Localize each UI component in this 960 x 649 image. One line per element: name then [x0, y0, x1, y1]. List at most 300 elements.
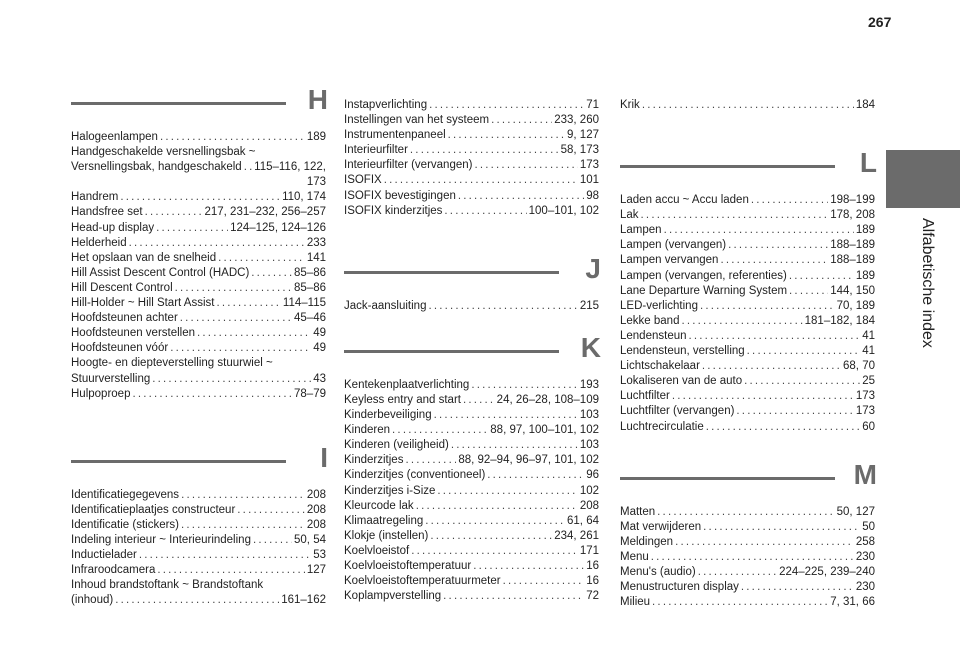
leader-dots	[698, 565, 777, 580]
index-entry	[620, 520, 875, 535]
index-entry	[620, 404, 875, 419]
leader-dots	[458, 189, 584, 204]
entry-pages: 25	[862, 375, 875, 388]
leader-dots	[642, 98, 854, 113]
entry-term: Identificatieplaatjes constructeur	[71, 503, 236, 516]
index-entry	[620, 253, 875, 268]
leader-dots	[451, 438, 578, 453]
index-entry	[71, 563, 326, 578]
leader-dots	[416, 499, 578, 514]
entry-term: Inductielader	[71, 549, 137, 562]
index-entry	[344, 189, 599, 204]
index-entry	[71, 341, 326, 356]
entry-pages: 88, 97, 100–101, 102	[490, 424, 599, 437]
section-divider	[344, 350, 559, 353]
index-entry	[344, 98, 599, 113]
leader-dots	[429, 98, 584, 113]
entry-term: Interieurfilter (vervangen)	[344, 159, 473, 172]
index-entry	[620, 505, 875, 520]
index-entry	[71, 221, 326, 236]
index-entry	[71, 387, 326, 402]
page-number: 267	[868, 14, 892, 30]
entry-term: Instrumentenpaneel	[344, 129, 446, 142]
section-divider	[71, 460, 286, 463]
entry-pages: 208	[306, 503, 326, 516]
index-entry	[344, 378, 599, 393]
index-entry	[620, 389, 875, 404]
entry-term: Kinderbeveiliging	[344, 409, 432, 422]
leader-dots	[641, 208, 829, 223]
entry-term: Hill-Holder ~ Hill Start Assist	[71, 297, 215, 310]
entry-term: Handgeschakelde versnellingsbak ~	[71, 146, 256, 159]
leader-dots	[657, 505, 834, 520]
entry-pages: 61, 64	[567, 514, 599, 527]
entry-pages: 41	[862, 345, 875, 358]
index-entry	[620, 284, 875, 299]
index-entry	[620, 344, 875, 359]
index-column-1	[71, 84, 328, 608]
entry-term: Jack-aansluiting	[344, 299, 427, 312]
entry-term: Lendensteun, verstelling	[620, 345, 745, 358]
section-divider	[620, 165, 835, 168]
entry-term: Lekke band	[620, 314, 680, 327]
index-entry	[71, 548, 326, 563]
section-letter: I	[320, 441, 328, 473]
leader-dots	[410, 143, 559, 158]
index-entry	[71, 533, 326, 548]
entry-term: Handsfree set	[71, 206, 143, 219]
leader-dots	[443, 589, 584, 604]
entry-pages: 141	[306, 251, 326, 264]
entry-term: Luchtrecirculatie	[620, 420, 704, 433]
leader-dots	[741, 580, 854, 595]
index-entry	[344, 204, 599, 219]
index-entry	[344, 128, 599, 143]
leader-dots	[491, 113, 552, 128]
entry-term: Koelvloeistof	[344, 544, 410, 557]
index-entry	[344, 499, 599, 514]
entry-pages: 24, 26–28, 108–109	[496, 393, 599, 406]
entry-pages: 173	[579, 159, 599, 172]
index-entry	[71, 160, 326, 175]
entry-term: Keyless entry and start	[344, 393, 461, 406]
section-k-entries	[344, 378, 599, 604]
entry-term: Hulpoproep	[71, 387, 131, 400]
leader-dots	[720, 253, 828, 268]
leader-dots	[736, 404, 853, 419]
entry-term: Koelvloeistoftemperatuur	[344, 559, 472, 572]
leader-dots	[253, 533, 292, 548]
entry-pages: 161–162	[281, 594, 326, 607]
index-entry	[620, 299, 875, 314]
index-entry	[620, 374, 875, 389]
entry-pages: 88, 92–94, 96–97, 101, 102	[458, 454, 599, 467]
index-entry	[620, 580, 875, 595]
entry-term: Menustructuren display	[620, 581, 739, 594]
index-entry	[71, 266, 326, 281]
index-entry	[620, 565, 875, 580]
entry-term: Koelvloeistoftemperatuurmeter	[344, 575, 501, 588]
leader-dots	[652, 595, 828, 610]
index-entry	[71, 130, 326, 145]
section-header-i	[71, 441, 328, 484]
index-entry	[71, 236, 326, 251]
index-entry	[620, 329, 875, 344]
entry-pages: 215	[579, 299, 599, 312]
index-entry	[344, 484, 599, 499]
leader-dots	[702, 359, 841, 374]
leader-dots	[474, 158, 577, 173]
entry-term: Kinderzitjes (conventioneel)	[344, 469, 486, 482]
entry-term: Kinderzitjes i-Size	[344, 484, 436, 497]
entry-term: Stuurverstelling	[71, 372, 151, 385]
leader-dots	[675, 535, 854, 550]
index-entry	[71, 296, 326, 311]
entry-pages: 58, 173	[560, 144, 599, 157]
entry-term: Lampen (vervangen)	[620, 239, 727, 252]
leader-dots	[487, 468, 584, 483]
entry-term: Kinderen (veiligheid)	[344, 439, 449, 452]
leader-dots	[681, 314, 802, 329]
entry-pages: 45–46	[294, 312, 326, 325]
entry-term: Lampen	[620, 224, 662, 237]
index-entry	[344, 559, 599, 574]
leader-dots	[251, 266, 292, 281]
entry-term: Handrem	[71, 191, 119, 204]
entry-term: (inhoud)	[71, 594, 114, 607]
section-l-entries	[620, 193, 875, 435]
leader-dots	[170, 341, 311, 356]
index-entry	[71, 503, 326, 518]
entry-term: Helderheid	[71, 236, 127, 249]
entry-pages: 224–225, 239–240	[779, 565, 875, 578]
entry-pages: 208	[306, 518, 326, 531]
leader-dots	[728, 238, 828, 253]
section-header-j	[344, 252, 601, 295]
leader-dots	[160, 130, 305, 145]
section-j-entries	[344, 299, 599, 314]
section-header-h	[71, 84, 328, 126]
leader-dots	[181, 518, 305, 533]
leader-dots	[434, 408, 578, 423]
leader-dots	[145, 205, 203, 220]
index-entry	[620, 269, 875, 284]
entry-pages: 7, 31, 66	[830, 596, 875, 609]
side-tab-label: Alfabetische index	[919, 218, 936, 348]
leader-dots	[473, 559, 584, 574]
entry-pages: 189	[855, 269, 875, 282]
leader-dots	[700, 299, 835, 314]
leader-dots	[789, 284, 828, 299]
entry-term: Mat verwijderen	[620, 520, 702, 533]
leader-dots	[664, 223, 854, 238]
entry-pages: 16	[586, 559, 599, 572]
entry-pages: 233	[306, 236, 326, 249]
leader-dots	[384, 173, 578, 188]
leader-dots	[139, 548, 311, 563]
entry-term: Lak	[620, 209, 639, 222]
entry-term: Instellingen van het systeem	[344, 114, 490, 127]
entry-term: Klimaatregeling	[344, 514, 424, 527]
index-entry	[71, 488, 326, 503]
entry-pages: 103	[579, 439, 599, 452]
index-entry	[620, 223, 875, 238]
index-entry	[620, 238, 875, 253]
section-letter: J	[585, 252, 601, 284]
section-m-entries	[620, 505, 875, 611]
index-entry	[344, 589, 599, 604]
entry-pages: 208	[306, 488, 326, 501]
entry-term: Hoofdsteunen achter	[71, 312, 178, 325]
entry-pages: 115–116, 122,	[254, 161, 326, 174]
entry-pages: 230	[855, 550, 875, 563]
leader-dots	[156, 221, 228, 236]
entry-term: Identificatie (stickers)	[71, 518, 180, 531]
leader-dots	[197, 326, 311, 341]
entry-term: Halogeenlampen	[71, 131, 158, 143]
entry-pages: 49	[313, 327, 326, 340]
entry-pages: 189	[306, 131, 326, 143]
entry-pages: 70, 189	[836, 299, 875, 312]
section-letter: M	[853, 458, 877, 490]
side-tab-marker	[886, 150, 960, 208]
entry-term: Milieu	[620, 596, 651, 609]
index-entry	[344, 468, 599, 483]
entry-term: Hill Descent Control	[71, 281, 173, 294]
index-entry	[344, 408, 599, 423]
section-header-l	[620, 147, 877, 189]
leader-dots	[471, 378, 578, 393]
index-entry	[620, 359, 875, 374]
index-column-2	[344, 88, 599, 604]
entry-term: Lendensteun	[620, 329, 687, 342]
entry-pages: 102	[579, 484, 599, 497]
entry-term: Kleurcode lak	[344, 499, 414, 512]
entry-term: Hill Assist Descent Control (HADC)	[71, 266, 250, 279]
entry-term: Versnellingsbak, handgeschakeld	[71, 161, 242, 174]
entry-term: Hoofdsteunen verstellen	[71, 327, 196, 340]
entry-pages: 188–189	[830, 239, 875, 252]
section-letter: K	[580, 331, 601, 363]
entry-pages: 173	[306, 176, 326, 189]
index-entry	[71, 372, 326, 387]
index-entry	[71, 326, 326, 341]
index-entry	[71, 251, 326, 266]
entry-pages: 71	[586, 99, 599, 111]
leader-dots	[175, 281, 292, 296]
entry-term: Matten	[620, 505, 656, 518]
section-h-entries	[71, 130, 326, 402]
leader-dots	[751, 193, 828, 208]
leader-dots	[392, 423, 488, 438]
entry-term: Kinderzitjes	[344, 454, 404, 467]
entry-term: Laden accu ~ Accu laden	[620, 194, 749, 207]
entry-pages: 98	[586, 189, 599, 202]
index-entry	[71, 205, 326, 220]
index-entry	[620, 208, 875, 223]
entry-pages: 16	[586, 575, 599, 588]
entry-term: LED-verlichting	[620, 299, 698, 312]
leader-dots	[181, 488, 305, 503]
entry-term: Menu	[620, 550, 649, 563]
entry-pages: 9, 127	[567, 129, 599, 142]
leader-dots	[747, 344, 861, 359]
entry-pages: 78–79	[294, 387, 326, 400]
entry-term: Kinderen	[344, 424, 391, 437]
index-entry	[344, 299, 599, 314]
index-entry	[344, 393, 599, 408]
index-entry	[620, 314, 875, 329]
leader-dots	[237, 503, 305, 518]
entry-term: Lampen (vervangen, referenties)	[620, 269, 787, 282]
section-divider	[71, 102, 286, 105]
entry-pages: 114–115	[282, 297, 326, 310]
index-entry	[344, 544, 599, 559]
leader-dots	[437, 484, 577, 499]
leader-dots	[503, 574, 585, 589]
section-i-entries	[71, 488, 326, 609]
leader-dots	[703, 520, 860, 535]
entry-pages: 173	[855, 405, 875, 418]
index-entry	[71, 190, 326, 205]
entry-pages: 189	[855, 224, 875, 237]
leader-dots	[651, 550, 854, 565]
entry-term: Hoofdsteunen vóór	[71, 342, 169, 355]
entry-pages: 85–86	[294, 266, 326, 279]
entry-term: Klokje (instellen)	[344, 529, 429, 542]
leader-dots	[425, 514, 565, 529]
leader-dots	[180, 311, 292, 326]
index-entry	[344, 453, 599, 468]
entry-pages: 124–125, 124–126	[230, 221, 326, 234]
entry-pages: 103	[579, 409, 599, 422]
leader-dots	[157, 563, 304, 578]
entry-term: Lichtschakelaar	[620, 360, 700, 373]
entry-pages: 72	[586, 590, 599, 603]
leader-dots	[744, 374, 860, 389]
entry-term: Lokaliseren van de auto	[620, 375, 743, 388]
entry-pages: 53	[313, 549, 326, 562]
leader-dots	[132, 387, 292, 402]
section-letter: H	[307, 84, 328, 115]
index-entry	[620, 535, 875, 550]
leader-dots	[789, 269, 854, 284]
entry-term: Krik	[620, 99, 640, 111]
section-header-m	[620, 458, 877, 501]
entry-pages: 171	[579, 544, 599, 557]
index-entry	[71, 593, 326, 608]
entry-pages: 60	[862, 420, 875, 433]
index-entry	[620, 595, 875, 610]
entry-pages: 41	[862, 329, 875, 342]
leader-dots	[689, 329, 861, 344]
index-entry	[344, 173, 599, 188]
index-entry	[620, 550, 875, 565]
entry-pages: 178, 208	[830, 209, 875, 222]
entry-pages: 217, 231–232, 256–257	[204, 206, 326, 219]
leader-dots	[411, 544, 578, 559]
leader-dots	[152, 372, 311, 387]
entry-pages: 50, 54	[294, 533, 326, 546]
entry-pages: 50	[862, 520, 875, 533]
entry-pages: 144, 150	[830, 284, 875, 297]
section-divider	[344, 271, 559, 274]
leader-dots	[218, 251, 305, 266]
section-divider	[620, 477, 835, 480]
leader-dots	[129, 236, 305, 251]
entry-term: Kentekenplaatverlichting	[344, 378, 470, 391]
index-entry	[344, 529, 599, 544]
entry-term: Instapverlichting	[344, 99, 428, 111]
section-i-continued-entries	[344, 98, 599, 219]
entry-term: Head-up display	[71, 221, 155, 234]
index-entry	[344, 438, 599, 453]
entry-term: Meldingen	[620, 535, 674, 548]
entry-term: Interieurfilter	[344, 144, 408, 157]
entry-pages: 100–101, 102	[528, 204, 599, 217]
entry-pages: 188–189	[830, 254, 875, 267]
index-entry	[344, 514, 599, 529]
entry-term: Menu's (audio)	[620, 565, 696, 578]
index-entry	[620, 420, 875, 435]
entry-term: Luchtfilter	[620, 390, 670, 403]
leader-dots	[405, 453, 456, 468]
leader-dots	[115, 593, 279, 608]
leader-dots	[428, 299, 577, 314]
entry-pages: 233, 260	[554, 114, 599, 127]
entry-pages: 173	[855, 390, 875, 403]
entry-pages: 181–182, 184	[804, 314, 875, 327]
leader-dots	[216, 296, 280, 311]
entry-term: Het opslaan van de snelheid	[71, 251, 217, 264]
entry-pages: 198–199	[830, 194, 875, 207]
entry-pages: 234, 261	[554, 529, 599, 542]
section-letter: L	[859, 147, 877, 179]
entry-pages: 230	[855, 581, 875, 594]
entry-term: Luchtfilter (vervangen)	[620, 405, 735, 418]
entry-pages: 193	[579, 378, 599, 391]
entry-pages: 101	[579, 174, 599, 187]
entry-pages: 127	[306, 564, 326, 577]
index-entry	[71, 518, 326, 533]
section-k-continued-entries	[620, 98, 875, 113]
entry-term: Koplampverstelling	[344, 590, 442, 603]
entry-term: ISOFIX bevestigingen	[344, 189, 456, 202]
entry-pages: 85–86	[294, 281, 326, 294]
entry-pages: 258	[855, 535, 875, 548]
entry-term: Indeling interieur ~ Interieurindeling	[71, 533, 251, 546]
leader-dots	[120, 190, 280, 205]
index-entry	[71, 311, 326, 326]
leader-dots	[463, 393, 495, 408]
leader-dots	[448, 128, 565, 143]
entry-pages: 68, 70	[843, 360, 875, 373]
section-header-k	[344, 331, 601, 374]
entry-pages: 43	[313, 372, 326, 385]
entry-pages: 50, 127	[836, 505, 875, 518]
entry-pages: 96	[586, 469, 599, 482]
index-entry	[71, 281, 326, 296]
entry-term: ISOFIX	[344, 174, 382, 187]
entry-pages: 184	[855, 99, 875, 111]
entry-pages: 49	[313, 342, 326, 355]
index-entry	[344, 574, 599, 589]
entry-term: Lampen vervangen	[620, 254, 719, 267]
index-entry	[344, 423, 599, 438]
entry-pages: 208	[579, 499, 599, 512]
leader-dots	[430, 529, 552, 544]
index-entry	[620, 193, 875, 208]
